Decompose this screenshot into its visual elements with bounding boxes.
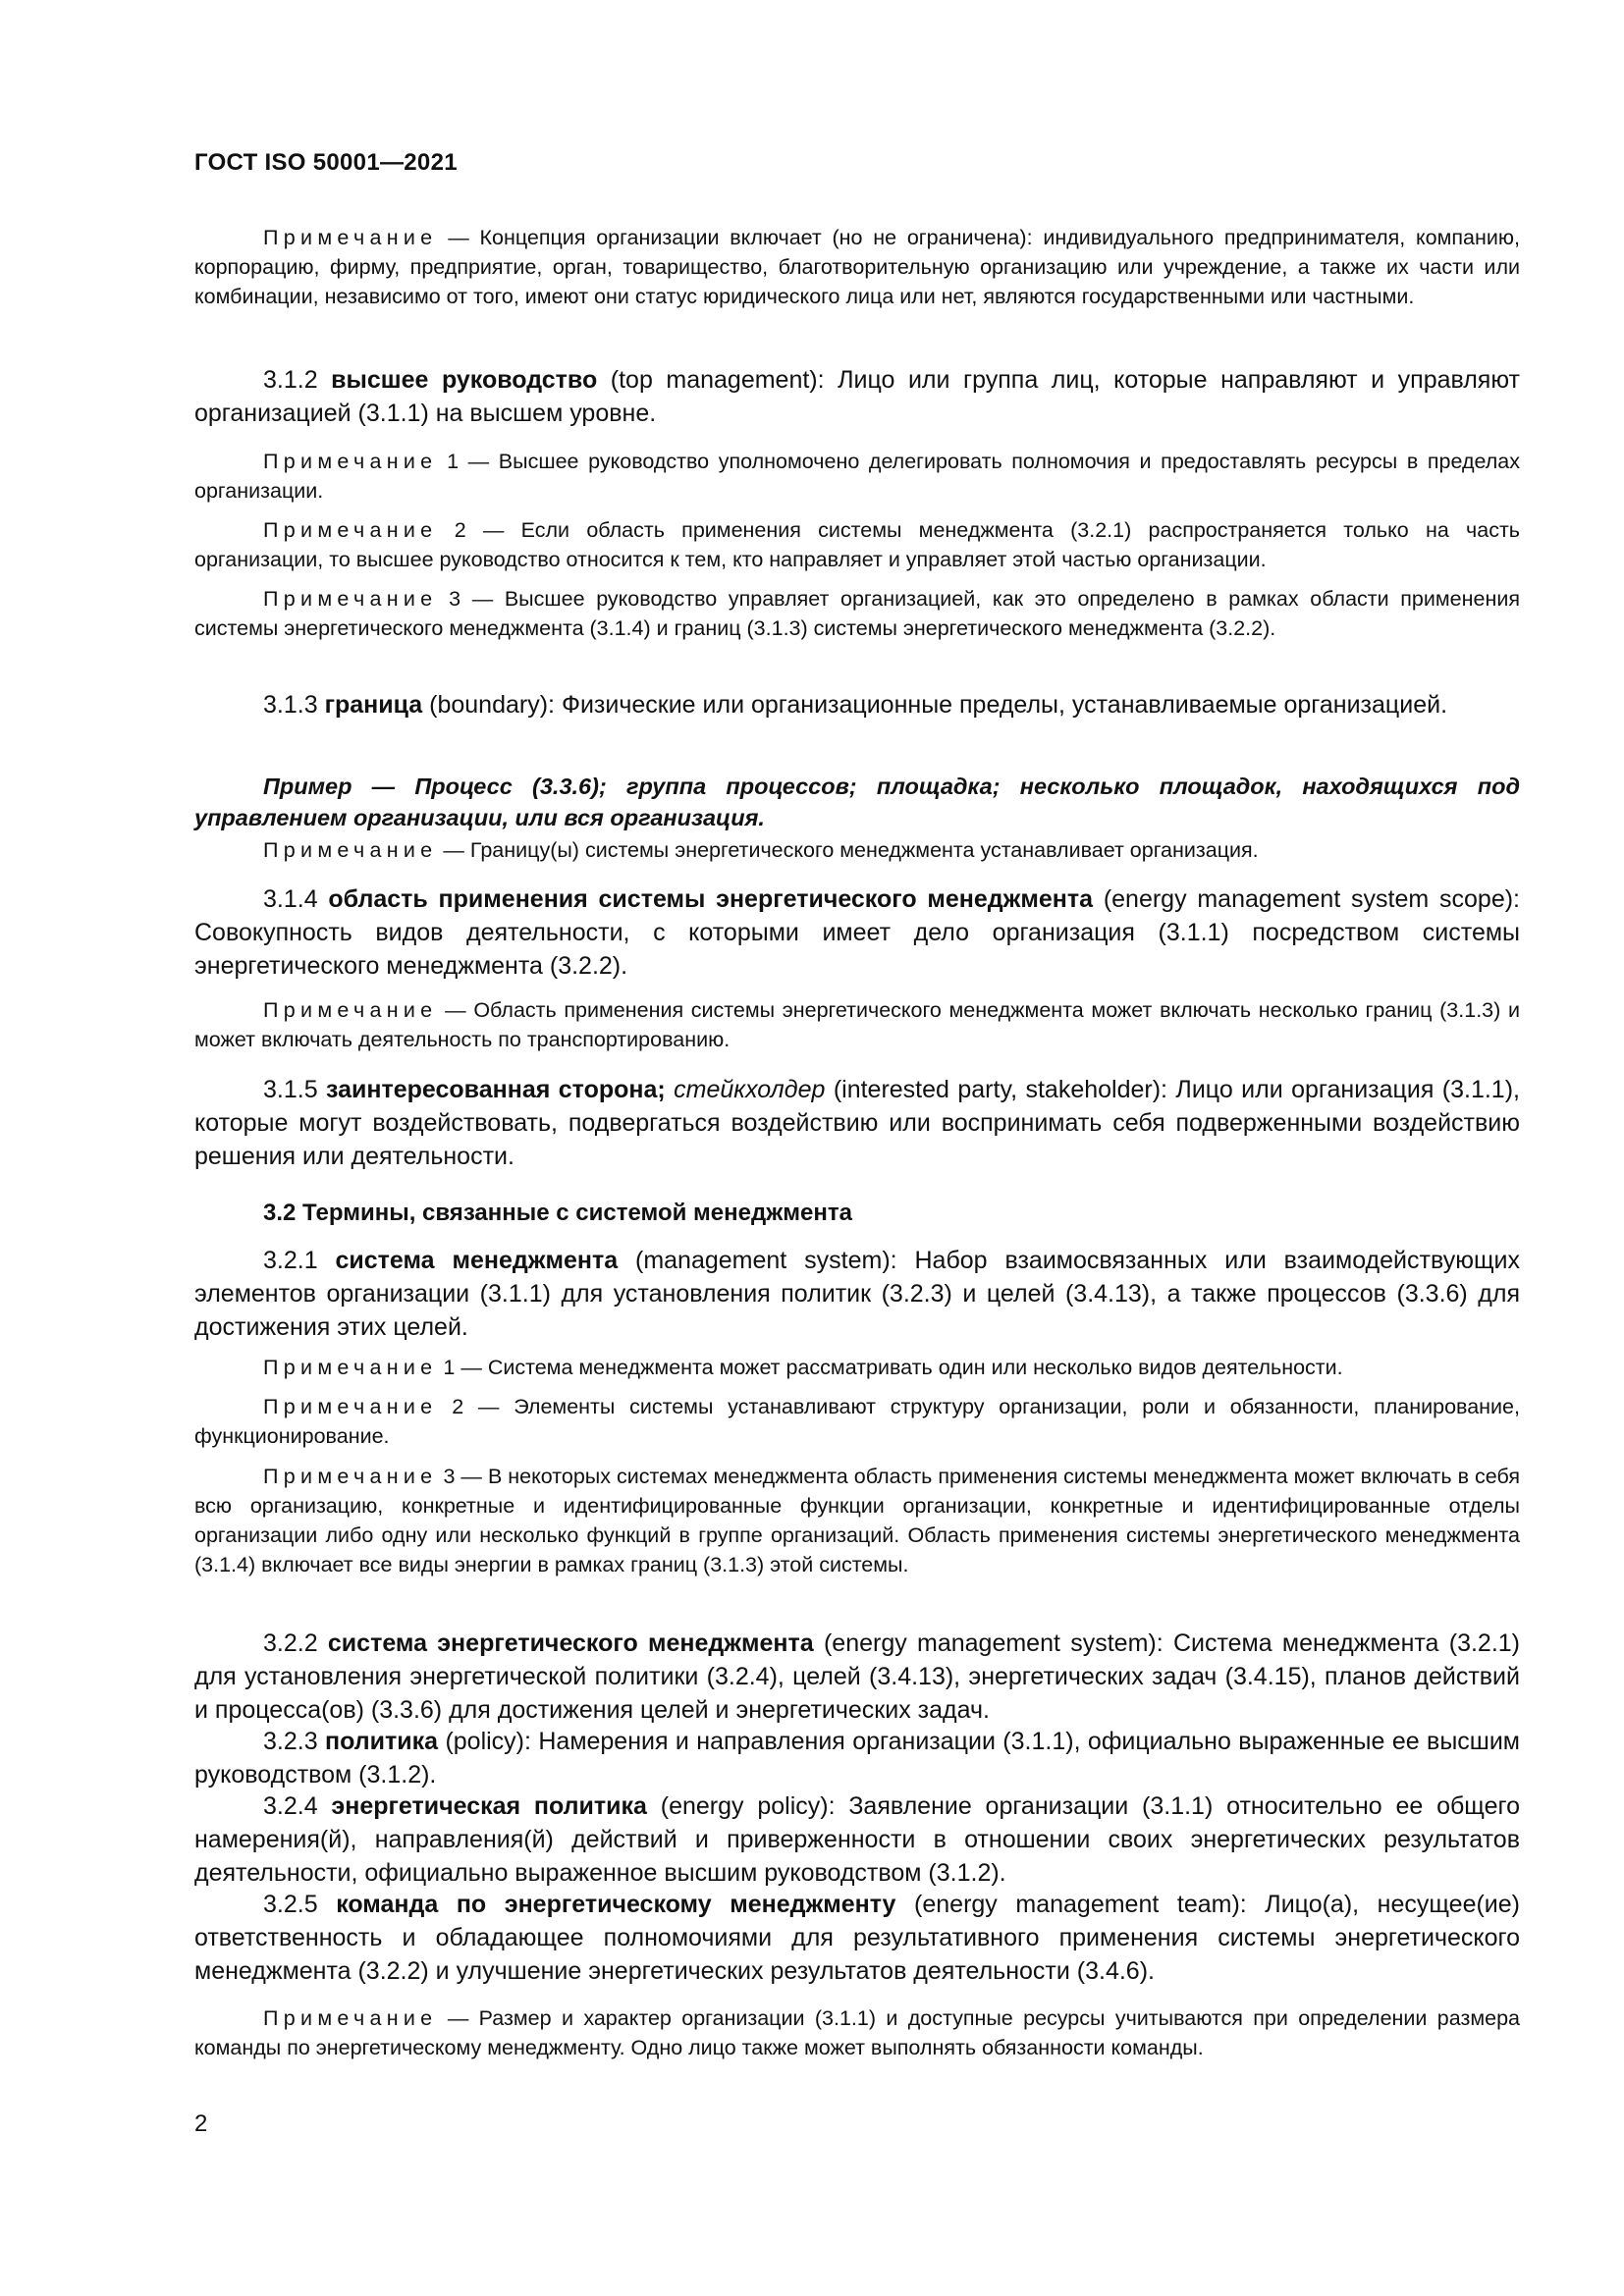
term-definition: (energy policy): Заявление организации (3.1.1) относительно ее общего намерения(й), направления(й) действий и приверженности в отношении своих энергетических результатов деятельности, официально выраженное высшим руководством (3.1.2). bbox=[194, 1792, 1520, 1887]
note-text: 2 — Элементы системы устанавливают структуру организации, роли и обязанности, планирование, функционирование. bbox=[194, 1395, 1520, 1448]
term-name: заинтересованная сторона; bbox=[326, 1076, 666, 1103]
term-3-1-3 bbox=[194, 688, 1520, 721]
term-name: команда по энергетическому менеджменту bbox=[336, 1891, 896, 1918]
note-text: 1 — Высшее руководство уполномочено делегировать полномочия и предоставлять ресурсы в пределах организации. bbox=[194, 450, 1520, 503]
term-definition: (energy management team): Лицо(а), несущее(ие) ответственность и обладающее полномочиями для результативного применения системы энергетического менеджмента (3.2.2) и улучшение энергетических результатов деятельности (3.4.6). bbox=[194, 1891, 1520, 1985]
term-name: энергетическая политика bbox=[331, 1792, 647, 1820]
note-text: — Область применения системы энергетического менеджмента может включать несколько границ (3.1.3) и может включать деятельность по транспортированию. bbox=[194, 998, 1520, 1051]
term-number: 3.2.1 bbox=[263, 1247, 336, 1274]
term-number: 3.2.5 bbox=[263, 1891, 337, 1918]
note-text: — Концепция организации включает (но не ограничена): индивидуального предпринимателя, компанию, корпорацию, фирму, предприятие, орган, товарищество, благотворительную организацию или учреждение, а также их части или комбинации, независимо от того, имеют они статус юридического лица или нет, являются государственными или частными. bbox=[194, 226, 1520, 308]
note-text: — Границу(ы) системы энергетического менеджмента устанавливает организация. bbox=[437, 838, 1259, 862]
term-definition: (top management): Лицо или группа лиц, которые направляют и управляют организацией (3.1.1) на высшем уровне. bbox=[194, 366, 1520, 427]
note-label: Примечание bbox=[263, 1356, 438, 1379]
note-label: Примечание bbox=[263, 838, 438, 862]
note-2-top-management bbox=[194, 515, 1520, 574]
note-energy-team bbox=[194, 2003, 1520, 2062]
term-3-2-1 bbox=[194, 1244, 1520, 1344]
term-number: 3.2.4 bbox=[263, 1792, 332, 1820]
note-text: — Размер и характер организации (3.1.1) и доступные ресурсы учитываются при определении размера команды по энергетическому менеджменту. Одно лицо также может выполнять обязанности команды. bbox=[194, 2006, 1520, 2059]
note-text: 2 — Если область применения системы менеджмента (3.2.1) распространяется только на часть организации, то высшее руководство относится к тем, кто направляет и управляет этой частью организации. bbox=[194, 518, 1520, 571]
note-scope bbox=[194, 995, 1520, 1054]
term-definition: (interested party, stakeholder): Лицо или организация (3.1.1), которые могут воздействовать, подвергаться воздействию или воспринимать себя подверженными воздействию решения или деятельности. bbox=[194, 1076, 1520, 1170]
note-label: Примечание bbox=[263, 518, 438, 542]
term-3-1-5 bbox=[194, 1073, 1520, 1173]
note-2-management-system bbox=[194, 1392, 1520, 1451]
term-3-2-2 bbox=[194, 1627, 1520, 1727]
term-3-2-3 bbox=[194, 1725, 1520, 1791]
note-text: 3 — Высшее руководство управляет организацией, как это определено в рамках области применения системы энергетического менеджмента (3.1.4) и границ (3.1.3) системы энергетического менеджмента (3.2.2). bbox=[194, 587, 1520, 640]
note-3-management-system bbox=[194, 1462, 1520, 1579]
term-name: высшее руководство bbox=[331, 366, 598, 394]
term-name: политика bbox=[325, 1728, 439, 1755]
term-name: система энергетического менеджмента bbox=[327, 1629, 814, 1657]
note-label: Примечание bbox=[263, 2006, 438, 2030]
term-number: 3.1.5 bbox=[263, 1076, 327, 1103]
term-name: граница bbox=[324, 691, 423, 719]
term-synonym: стейкхолдер bbox=[665, 1076, 826, 1103]
term-3-2-5 bbox=[194, 1888, 1520, 1988]
note-label: Примечание bbox=[263, 1395, 438, 1418]
section-heading-3-2: 3.2 Термины, связанные с системой менеджмента bbox=[263, 1200, 852, 1226]
example-boundary: Пример — Процесс (3.3.6); группа процессов; площадка; несколько площадок, находящихся под управлением организации, или вся организация. bbox=[194, 774, 1520, 830]
term-definition: (policy): Намерения и направления организации (3.1.1), официально выраженные ее высшим руководством (3.1.2). bbox=[194, 1728, 1520, 1789]
term-number: 3.1.4 bbox=[263, 885, 329, 913]
note-1-management-system bbox=[194, 1353, 1520, 1382]
note-3-top-management bbox=[194, 584, 1520, 643]
note-label: Примечание bbox=[263, 226, 438, 249]
term-3-2-4 bbox=[194, 1789, 1520, 1890]
note-text: 1 — Система менеджмента может рассматривать один или несколько видов деятельности. bbox=[437, 1356, 1343, 1379]
note-label: Примечание bbox=[263, 998, 438, 1022]
term-number: 3.2.3 bbox=[263, 1728, 326, 1755]
note-text: 3 — В некоторых системах менеджмента область применения системы менеджмента может включать в себя всю организацию, конкретные и идентифицированные функции организации, конкретные и идентифицированные отделы организации либо одну или несколько функций в группе организаций. Область применения системы энергетического менеджмента (3.1.4) включает все виды энергии в рамках границ (3.1.3) этой системы. bbox=[194, 1465, 1520, 1576]
term-definition: (management system): Набор взаимосвязанных или взаимодействующих элементов организации (3.1.1) для установления политик (3.2.3) и целей (3.4.13), а также процессов (3.3.6) для достижения этих целей. bbox=[194, 1247, 1520, 1341]
note-label: Примечание bbox=[263, 587, 438, 611]
term-name: система менеджмента bbox=[335, 1247, 619, 1274]
page-number: 2 bbox=[194, 2110, 208, 2137]
note-label: Примечание bbox=[263, 450, 438, 473]
note-organization bbox=[194, 223, 1520, 311]
term-3-1-4 bbox=[194, 882, 1520, 983]
term-3-1-2 bbox=[194, 363, 1520, 430]
term-definition: (energy management system): Система менеджмента (3.2.1) для установления энергетической политики (3.2.4), целей (3.4.13), энергетических задач (3.4.15), планов действий и процесса(ов) (3.3.6) для достижения целей и энергетических задач. bbox=[194, 1629, 1521, 1724]
term-name: область применения системы энергетического менеджмента bbox=[328, 885, 1094, 913]
term-definition: (energy management system scope): Совокупность видов деятельности, с которыми имеет дело организация (3.1.1) посредством системы энергетического менеджмента (3.2.2). bbox=[194, 885, 1520, 980]
document-header: ГОСТ ISO 50001—2021 bbox=[194, 149, 458, 176]
term-definition: (boundary): Физические или организационные пределы, устанавливаемые организацией. bbox=[422, 691, 1448, 719]
term-number: 3.1.2 bbox=[263, 366, 332, 394]
note-1-top-management bbox=[194, 447, 1520, 506]
note-label: Примечание bbox=[263, 1465, 438, 1488]
note-boundary bbox=[194, 835, 1520, 865]
term-number: 3.1.3 bbox=[263, 691, 325, 719]
term-number: 3.2.2 bbox=[263, 1629, 328, 1657]
